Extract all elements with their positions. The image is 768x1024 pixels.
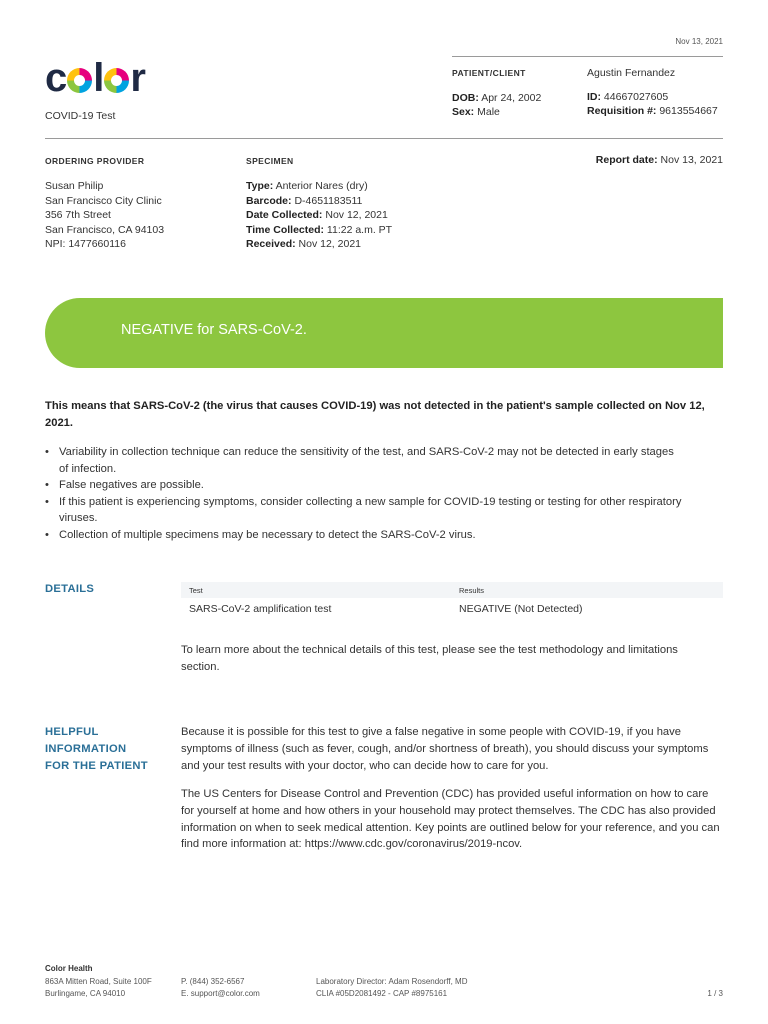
helpful-heading-line: FOR THE PATIENT <box>45 760 148 772</box>
page-number: 1 / 3 <box>707 989 723 998</box>
helpful-paragraph: Because it is possible for this test to give a false negative in some people with COVID-19, if you have symptoms of illness (such as fever, cough, and/or shortness of breath), you should discuss your symptoms and your test results with your doctor, who can decide how to care for you. <box>181 726 709 772</box>
provider-line: 356 7th Street <box>45 209 111 221</box>
report-header-date: Nov 13, 2021 <box>675 37 723 46</box>
specimen-field-value: Nov 12, 2021 <box>325 209 388 221</box>
result-text: NEGATIVE for SARS-CoV-2. <box>121 322 307 338</box>
details-note: To learn more about the technical details of this test, please see the test methodology and limitations section. <box>181 644 678 673</box>
patient-requisition <box>587 104 718 119</box>
sex-label: Sex: <box>452 106 475 118</box>
test-name: COVID-19 Test <box>45 110 116 122</box>
dob-value: Apr 24, 2002 <box>481 92 542 104</box>
specimen-details <box>246 179 392 252</box>
ordering-provider-details <box>45 179 164 252</box>
specimen-field-value: D-4651183511 <box>294 194 363 207</box>
specimen-received <box>246 237 392 252</box>
requisition-value: 9613554667 <box>659 105 718 117</box>
footer-address-line2: Burlingame, CA 94010 <box>45 989 126 998</box>
specimen-label: SPECIMEN <box>246 156 294 166</box>
specimen-field-value: Nov 12, 2021 <box>298 238 361 250</box>
report-date-value: Nov 13, 2021 <box>660 154 723 166</box>
provider-line: Susan Philip <box>45 180 104 192</box>
requisition-label: Requisition #: <box>587 105 657 117</box>
footer-clia: CLIA #05D2081492 - CAP #8975161 <box>316 989 448 998</box>
provider-line: San Francisco City Clinic <box>45 194 162 207</box>
dob-label: DOB: <box>452 92 479 104</box>
details-heading: DETAILS <box>45 583 95 595</box>
footer-company: Color Health <box>45 964 93 973</box>
summary-bullet: • If this patient is experiencing symptoms, consider collecting a new sample for COVID-19 testing or testing for other respiratory viruses. <box>45 494 685 527</box>
table-row <box>181 603 723 619</box>
table-cell-test: SARS-CoV-2 amplification test <box>189 603 332 615</box>
logo-wordmark: c l r <box>45 56 145 100</box>
report-date-label: Report date: <box>595 154 658 166</box>
footer-address-line1: 863A Mitten Road, Suite 100F <box>45 977 152 986</box>
logo-ring-icon <box>104 68 129 93</box>
specimen-field-label: Type: <box>246 180 274 192</box>
patient-divider <box>452 56 723 57</box>
id-label: ID: <box>587 91 601 103</box>
ordering-provider-label: ORDERING PROVIDER <box>45 156 145 166</box>
specimen-field-value: 11:22 a.m. PT <box>326 223 393 236</box>
helpful-heading-line: HELPFUL <box>45 726 99 738</box>
specimen-field-label: Date Collected: <box>246 209 323 221</box>
specimen-field-label: Time Collected: <box>246 223 324 236</box>
summary-bullets <box>45 444 685 544</box>
summary-headline: This means that SARS-CoV-2 (the virus that causes COVID-19) was not detected in the patient's sample collected on Nov 12, 2021. <box>45 400 705 429</box>
color-logo <box>45 58 145 98</box>
report-date <box>596 153 723 168</box>
patient-sex <box>452 105 500 120</box>
patient-section-label: PATIENT/CLIENT <box>452 68 526 78</box>
specimen-date-collected <box>246 208 392 223</box>
specimen-field-label: Received: <box>246 238 296 250</box>
specimen-time-collected <box>246 223 392 238</box>
provider-line: San Francisco, CA 94103 <box>45 223 165 236</box>
result-banner <box>45 298 723 368</box>
specimen-field-label: Barcode: <box>246 194 292 207</box>
column-header-test: Test <box>189 586 203 595</box>
footer-phone: P. (844) 352-6567 <box>181 977 245 986</box>
provider-line: NPI: 1477660116 <box>45 238 126 250</box>
helpful-paragraph: The US Centers for Disease Control and Prevention (CDC) has provided useful information on how to care for yourself at home and how others in your household may protect themselves. The CDC has also provided information on when to seek medical attention. Key points are outlined below for your reference, and you can find more information at: https://www.cdc.gov/coronavirus/2019-ncov. <box>181 788 720 851</box>
specimen-type <box>246 179 392 194</box>
footer-director: Laboratory Director: Adam Rosendorff, MD <box>316 977 468 986</box>
specimen-field-value: Anterior Nares (dry) <box>275 180 368 192</box>
patient-id <box>587 90 668 105</box>
id-value: 44667027605 <box>603 91 669 103</box>
helpful-heading <box>45 724 148 775</box>
summary-bullet: • Variability in collection technique can reduce the sensitivity of the test, and SARS-CoV-2 may not be detected in early stages of infection. <box>45 444 685 477</box>
summary-bullet: • Collection of multiple specimens may be necessary to detect the SARS-CoV-2 virus. <box>45 527 685 544</box>
summary-bullet: • False negatives are possible. <box>45 477 685 494</box>
table-cell-result: NEGATIVE (Not Detected) <box>459 603 583 615</box>
specimen-barcode <box>246 194 392 209</box>
details-table-header <box>181 582 723 598</box>
patient-name: Agustin Fernandez <box>587 67 676 79</box>
logo-ring-icon <box>67 68 92 93</box>
patient-dob <box>452 91 541 106</box>
footer-email: E. support@color.com <box>181 989 260 998</box>
sex-value: Male <box>477 106 500 118</box>
header-divider <box>45 138 723 139</box>
column-header-results: Results <box>459 586 485 595</box>
helpful-heading-line: INFORMATION <box>45 743 127 755</box>
